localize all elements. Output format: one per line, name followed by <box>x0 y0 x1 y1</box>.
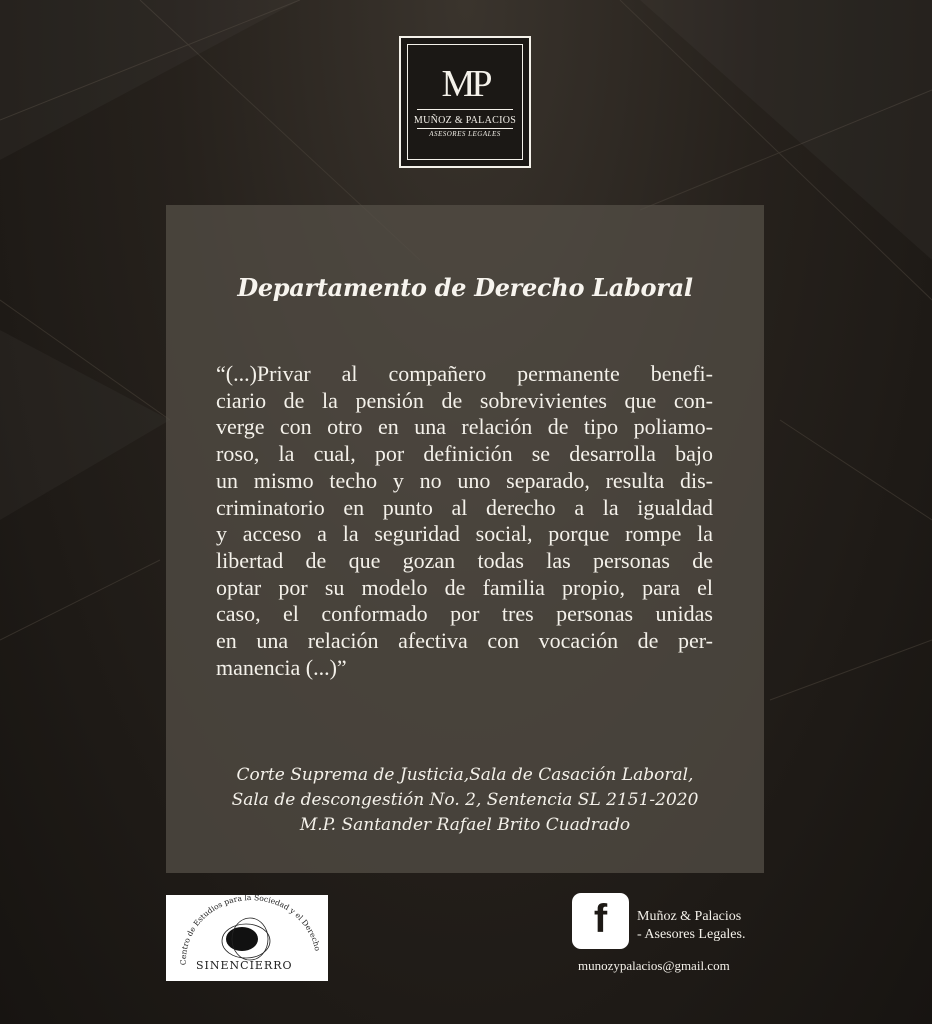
logo-subtitle: ASESORES LEGALES <box>429 130 501 138</box>
department-title: Departamento de Derecho Laboral <box>237 273 693 302</box>
quote-line: un mismo techo y no uno separado, resulta dis- <box>216 467 713 493</box>
citation <box>166 763 764 838</box>
quote-line: optar por su modelo de familia propio, para el <box>216 574 713 600</box>
facebook-page-name[interactable]: Muñoz & Palacios <box>637 909 742 924</box>
citation-line: Sala de descongestión No. 2, Sentencia SL 2151-2020 <box>231 790 699 810</box>
quote-line: libertad de que gozan todas las personas de <box>216 547 713 573</box>
citation-line: Corte Suprema de Justicia,Sala de Casación Laboral, <box>236 765 694 785</box>
facebook-glyph: f <box>593 897 608 941</box>
quote-card <box>166 205 764 873</box>
firm-logo <box>399 36 531 168</box>
facebook-icon[interactable] <box>572 893 629 949</box>
sinencierro-logo <box>166 895 328 981</box>
quote-line: en una relación afectiva con vocación de per- <box>216 628 713 654</box>
contact-email[interactable]: munozypalacios@gmail.com <box>578 958 730 973</box>
logo-divider-top <box>417 109 513 110</box>
facebook-page-subtitle[interactable]: - Asesores Legales. <box>637 927 746 942</box>
quote-line: roso, la cual, por definición se desarrolla bajo <box>216 441 713 467</box>
logo-monogram: MP <box>441 63 489 105</box>
citation-line: M.P. Santander Rafael Brito Cuadrado <box>299 815 631 835</box>
logo-divider-bottom <box>417 128 513 129</box>
quote-line: ciario de la pensión de sobrevivientes que con- <box>216 387 713 413</box>
quote-line: “(...)Privar al compañero permanente benefi- <box>216 361 713 386</box>
sinencierro-name: SINENCIERRO <box>196 959 293 972</box>
quote-line: caso, el conformado por tres personas unidas <box>216 601 713 627</box>
quote-line: verge con otro en una relación de tipo poliamo- <box>216 414 713 440</box>
emblem-dark-oval <box>226 927 258 951</box>
quote-line: manencia (...)” <box>216 654 347 680</box>
quote-line: criminatorio en punto al derecho a la igualdad <box>216 494 713 520</box>
arc-text-path: Centro de Estudios para la Sociedad y el Derecho <box>178 895 323 966</box>
logo-firm-name: MUÑOZ & PALACIOS <box>413 115 517 126</box>
quote-text <box>216 361 713 681</box>
quote-line: y acceso a la seguridad social, porque rompe la <box>216 521 713 547</box>
